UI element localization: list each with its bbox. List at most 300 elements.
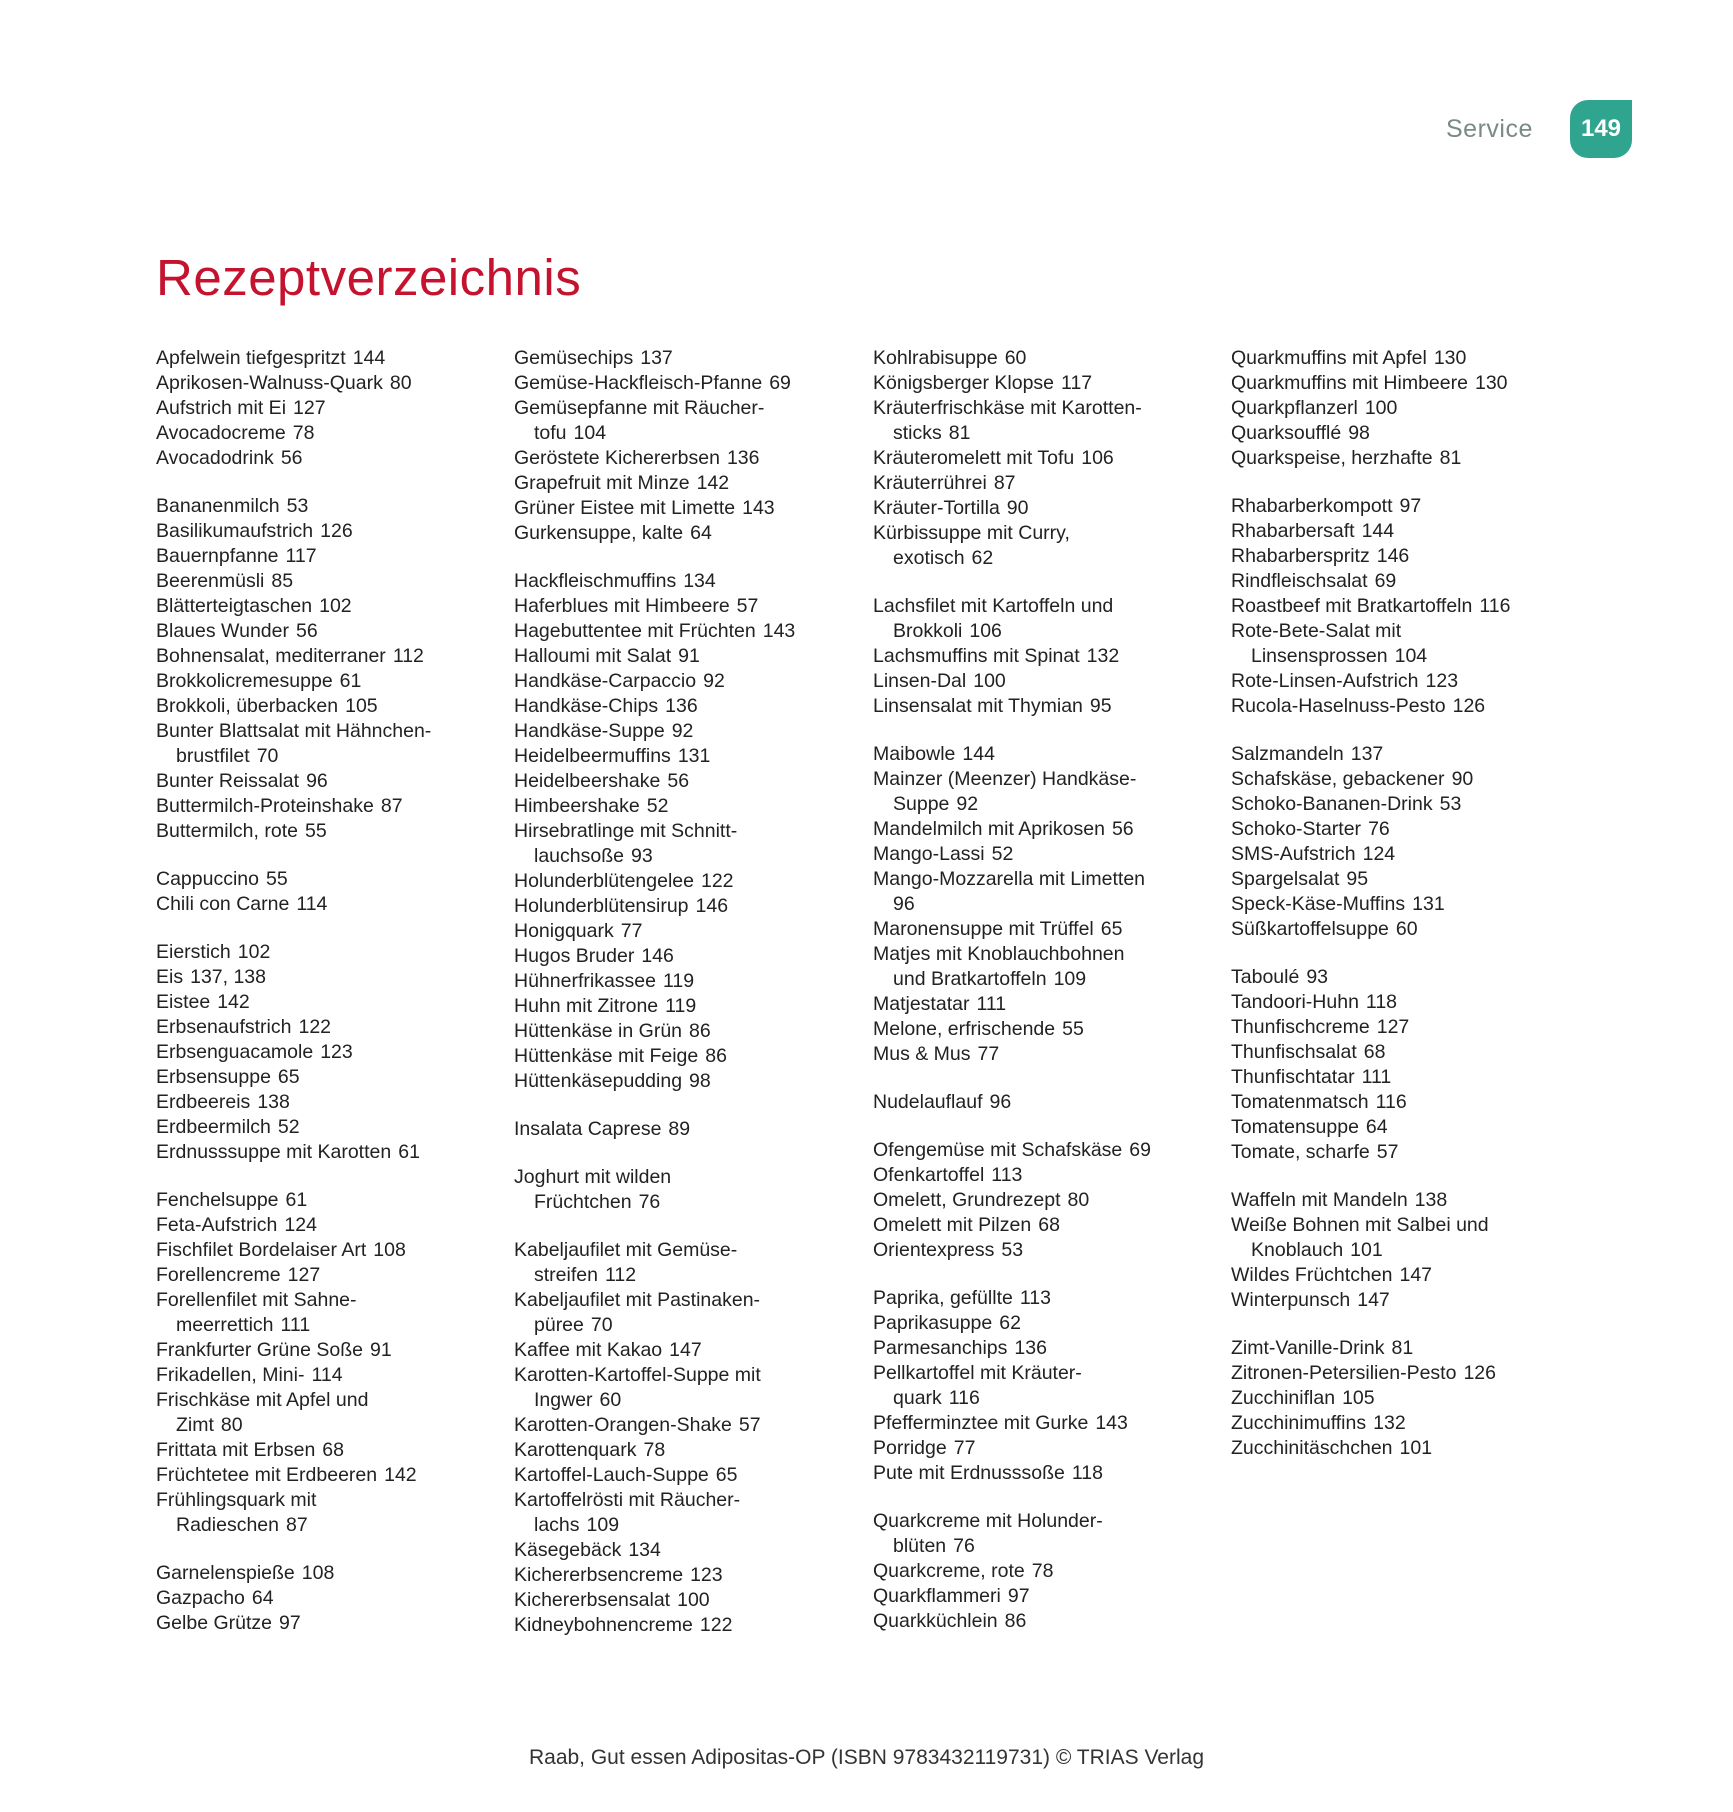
- recipe-name: Apfelwein tiefgespritzt: [156, 347, 346, 369]
- page-reference: 132: [1373, 1412, 1406, 1434]
- index-entry: [873, 1163, 1213, 1188]
- recipe-name: Erdbeermilch: [156, 1116, 271, 1138]
- index-letter-group: [514, 569, 854, 1094]
- recipe-name-continuation: Linsensprossen: [1251, 645, 1388, 667]
- index-letter-group: [514, 1165, 854, 1215]
- recipe-name: Frikadellen, Mini-: [156, 1364, 305, 1386]
- recipe-name: Kräuter-Tortilla: [873, 497, 1000, 519]
- recipe-name: Avocadodrink: [156, 447, 274, 469]
- index-entry: [156, 1015, 496, 1040]
- page-reference: 113: [1019, 1287, 1051, 1309]
- recipe-name: Melone, erfrischende: [873, 1018, 1056, 1040]
- recipe-name: Cappuccino: [156, 868, 259, 890]
- index-entry: [1231, 965, 1571, 990]
- index-entry: [156, 1238, 496, 1263]
- index-entry: [1231, 1040, 1571, 1065]
- index-entry: [156, 1463, 496, 1488]
- index-entry: [514, 644, 854, 669]
- recipe-name: Brokkolicremesuppe: [156, 670, 333, 692]
- page-reference: 78: [1031, 1560, 1054, 1582]
- page-reference: 76: [1368, 818, 1390, 840]
- page-reference: 142: [384, 1464, 417, 1486]
- page-reference: 111: [976, 993, 1007, 1015]
- recipe-name: Rucola-Haselnuss-Pesto: [1231, 695, 1446, 717]
- index-entry: [514, 694, 854, 719]
- recipe-name: Karotten-Orangen-Shake: [514, 1414, 732, 1436]
- recipe-name: Quarkspeise, herzhafte: [1231, 447, 1433, 469]
- recipe-name: Speck-Käse-Muffins: [1231, 893, 1406, 915]
- page-reference: 78: [292, 422, 315, 444]
- page-reference: 132: [1086, 645, 1120, 667]
- page-reference: 130: [1474, 372, 1508, 394]
- page-reference: 138: [257, 1091, 290, 1113]
- page-reference: 108: [301, 1562, 335, 1584]
- page-reference: 123: [690, 1564, 723, 1586]
- recipe-name: Kohlrabisuppe: [873, 347, 998, 369]
- recipe-name: Wildes Früchtchen: [1231, 1264, 1393, 1286]
- index-entry: [873, 742, 1213, 767]
- recipe-name: Rhabarberkompott: [1231, 495, 1393, 517]
- recipe-name: Quarkcreme, rote: [873, 1560, 1025, 1582]
- index-entry: [156, 867, 496, 892]
- recipe-name: Hüttenkäse mit Feige: [514, 1045, 699, 1067]
- recipe-name: Eis: [156, 966, 184, 988]
- index-entry: [156, 1561, 496, 1586]
- page-reference: 122: [700, 870, 734, 892]
- index-entry: [873, 669, 1213, 694]
- index-entry: [514, 669, 854, 694]
- page-reference: 55: [265, 868, 288, 890]
- index-letter-group: [1231, 1336, 1571, 1461]
- recipe-name: Pfefferminztee mit Gurke: [873, 1412, 1089, 1434]
- index-entry: [514, 719, 854, 744]
- page-reference: 100: [1364, 397, 1398, 419]
- recipe-name: Forellenfilet mit Sahne-: [156, 1289, 357, 1311]
- page-reference: 124: [284, 1214, 317, 1236]
- index-entry: [156, 990, 496, 1015]
- recipe-name: Parmesanchips: [873, 1337, 1008, 1359]
- recipe-name: Kürbissuppe mit Curry,: [873, 522, 1070, 544]
- page-reference: 93: [1306, 966, 1329, 988]
- recipe-name: Insalata Caprese: [514, 1118, 662, 1140]
- index-entry: [514, 1044, 854, 1069]
- index-entry: [1231, 594, 1571, 619]
- page-reference: 86: [689, 1020, 711, 1042]
- index-entry: [156, 619, 496, 644]
- index-entry: [514, 819, 854, 869]
- recipe-name: Mainzer (Meenzer) Handkäse-: [873, 768, 1137, 790]
- page-reference: 102: [237, 941, 271, 963]
- index-entry: [514, 769, 854, 794]
- page-reference: 136: [726, 447, 760, 469]
- recipe-name: Feta-Aufstrich: [156, 1214, 278, 1236]
- recipe-name: Holunderblütensirup: [514, 895, 689, 917]
- recipe-name: Handkäse-Chips: [514, 695, 659, 717]
- index-entry: [1231, 1436, 1571, 1461]
- page-reference: 97: [1399, 495, 1422, 517]
- page-reference: 52: [991, 843, 1014, 865]
- recipe-name: Waffeln mit Mandeln: [1231, 1189, 1408, 1211]
- page-reference: 69: [1129, 1139, 1151, 1161]
- index-entry: [873, 1311, 1213, 1336]
- recipe-name-continuation: Ingwer: [534, 1389, 593, 1411]
- recipe-name: Hackfleischmuffins: [514, 570, 677, 592]
- recipe-name: Heidelbeershake: [514, 770, 661, 792]
- recipe-name: Erdnusssuppe mit Karotten: [156, 1141, 392, 1163]
- page-reference: 96: [893, 893, 915, 915]
- index-entry: [156, 1115, 496, 1140]
- recipe-name: Porridge: [873, 1437, 947, 1459]
- page-reference: 118: [1071, 1462, 1103, 1484]
- index-entry: [1231, 817, 1571, 842]
- index-entry: [156, 719, 496, 769]
- recipe-name: Linsensalat mit Thymian: [873, 695, 1083, 717]
- page-reference: 95: [1089, 695, 1112, 717]
- recipe-name-continuation: lachs: [534, 1514, 580, 1536]
- page-reference: 122: [298, 1016, 332, 1038]
- index-entry: [1231, 917, 1571, 942]
- footer-copyright: Raab, Gut essen Adipositas-OP (ISBN 9783432119731) © TRIAS Verlag: [528, 1746, 1205, 1769]
- page-reference: 122: [699, 1614, 733, 1636]
- index-entry: [1231, 544, 1571, 569]
- page-reference: 127: [293, 397, 326, 419]
- index-entry: [873, 1138, 1213, 1163]
- page-title: Rezeptverzeichnis: [156, 249, 582, 306]
- recipe-name: Hugos Bruder: [514, 945, 635, 967]
- recipe-name: Hirsebratlinge mit Schnitt-: [514, 820, 738, 842]
- index-entry: [1231, 694, 1571, 719]
- recipe-name: Quarkküchlein: [873, 1610, 998, 1632]
- recipe-name-continuation: sticks: [893, 422, 942, 444]
- page-reference: 126: [1463, 1362, 1496, 1384]
- recipe-name: Mango-Mozzarella mit Limetten: [873, 868, 1146, 890]
- page-reference: 98: [1348, 422, 1370, 444]
- page-reference: 57: [738, 1414, 761, 1436]
- recipe-name: Geröstete Kichererbsen: [514, 447, 720, 469]
- index-entry: [1231, 892, 1571, 917]
- index-entry: [156, 1438, 496, 1463]
- page-reference: 56: [295, 620, 318, 642]
- page-reference: 105: [1342, 1387, 1375, 1409]
- index-entry: [873, 1213, 1213, 1238]
- index-entry: [873, 371, 1213, 396]
- recipe-name: Honigquark: [514, 920, 614, 942]
- page-reference: 126: [320, 520, 353, 542]
- recipe-name: Halloumi mit Salat: [514, 645, 672, 667]
- recipe-name: Buttermilch, rote: [156, 820, 298, 842]
- recipe-name: Zucchinimuffins: [1231, 1412, 1367, 1434]
- recipe-name: Kichererbsencreme: [514, 1564, 684, 1586]
- index-entry: [156, 819, 496, 844]
- index-entry: [1231, 1090, 1571, 1115]
- recipe-name: Aufstrich mit Ei: [156, 397, 287, 419]
- index-entry: [514, 1488, 854, 1538]
- page-reference: 127: [1376, 1016, 1410, 1038]
- index-entry: [156, 669, 496, 694]
- index-letter-group: [873, 1138, 1213, 1263]
- recipe-name: Hühnerfrikassee: [514, 970, 656, 992]
- recipe-name: Himbeershake: [514, 795, 640, 817]
- page-reference: 124: [1362, 843, 1396, 865]
- page-reference: 91: [678, 645, 700, 667]
- recipe-name: Erbsenaufstrich: [156, 1016, 292, 1038]
- page-reference: 111: [1361, 1066, 1392, 1088]
- recipe-name: Kidneybohnencreme: [514, 1614, 693, 1636]
- page-reference: 102: [319, 595, 352, 617]
- page-reference: 68: [322, 1439, 344, 1461]
- recipe-name: Buttermilch-Proteinshake: [156, 795, 374, 817]
- recipe-name-continuation: Radieschen: [176, 1514, 279, 1536]
- index-entry: [514, 1117, 854, 1142]
- recipe-name: Rhabarberspritz: [1231, 545, 1370, 567]
- page-reference: 65: [1100, 918, 1123, 940]
- recipe-name: Winterpunsch: [1231, 1289, 1351, 1311]
- page-reference: 76: [953, 1535, 975, 1557]
- page-reference: 144: [962, 743, 995, 765]
- recipe-name: Fenchelsuppe: [156, 1189, 279, 1211]
- page-reference: 68: [1363, 1041, 1386, 1063]
- index-letter-group: [873, 1286, 1213, 1486]
- index-entry: [514, 1438, 854, 1463]
- recipe-name: Bohnensalat, mediterraner: [156, 645, 386, 667]
- recipe-name-continuation: brustfilet: [176, 745, 250, 767]
- recipe-name: Thunfischtatar: [1231, 1066, 1355, 1088]
- index-letter-group: [1231, 494, 1571, 719]
- page-reference: 52: [646, 795, 669, 817]
- index-entry: [1231, 1188, 1571, 1213]
- page-reference: 80: [389, 372, 412, 394]
- recipe-name-continuation: Brokkoli: [893, 620, 963, 642]
- recipe-name: Gelbe Grütze: [156, 1612, 272, 1634]
- page-reference: 117: [285, 545, 317, 567]
- page-reference: 96: [306, 770, 328, 792]
- recipe-name: Brokkoli, überbacken: [156, 695, 339, 717]
- index-entry: [873, 1188, 1213, 1213]
- index-entry: [514, 346, 854, 371]
- recipe-name: Handkäse-Carpaccio: [514, 670, 697, 692]
- recipe-name: Gazpacho: [156, 1587, 245, 1609]
- recipe-name: Quarkcreme mit Holunder-: [873, 1510, 1103, 1532]
- recipe-name: Blaues Wunder: [156, 620, 289, 642]
- recipe-name: Matjestatar: [873, 993, 970, 1015]
- recipe-name: Handkäse-Suppe: [514, 720, 665, 742]
- recipe-name: Bauernpfanne: [156, 545, 279, 567]
- recipe-name-continuation: tofu: [534, 422, 567, 444]
- index-entry: [1231, 446, 1571, 471]
- page-reference: 146: [695, 895, 729, 917]
- index-entry: [514, 744, 854, 769]
- page-reference: 64: [1365, 1116, 1388, 1138]
- recipe-name: Joghurt mit wilden: [514, 1166, 672, 1188]
- recipe-name: Paprika, gefüllte: [873, 1287, 1013, 1309]
- index-entry: [1231, 1386, 1571, 1411]
- index-column-3: [873, 346, 1213, 1657]
- recipe-name: Chili con Carne: [156, 893, 290, 915]
- index-entry: [514, 446, 854, 471]
- index-entry: [1231, 742, 1571, 767]
- index-entry: [514, 496, 854, 521]
- index-entry: [1231, 494, 1571, 519]
- page-reference: 104: [1394, 645, 1428, 667]
- index-entry: [873, 1090, 1213, 1115]
- index-entry: [873, 521, 1213, 571]
- index-entry: [514, 1538, 854, 1563]
- index-entry: [873, 942, 1213, 992]
- page-reference: 112: [604, 1264, 637, 1286]
- page-reference: 62: [999, 1312, 1021, 1334]
- index-entry: [1231, 867, 1571, 892]
- page-reference: 68: [1038, 1214, 1060, 1236]
- recipe-name: Lachsfilet mit Kartoffeln und: [873, 595, 1114, 617]
- index-entry: [156, 1488, 496, 1538]
- recipe-name: Maronensuppe mit Trüffel: [873, 918, 1094, 940]
- index-entry: [873, 1238, 1213, 1263]
- index-entry: [156, 644, 496, 669]
- index-entry: [156, 1188, 496, 1213]
- page-reference: 55: [1062, 1018, 1084, 1040]
- recipe-name: Omelett mit Pilzen: [873, 1214, 1032, 1236]
- index-entry: [514, 994, 854, 1019]
- page-reference: 108: [373, 1239, 406, 1261]
- index-entry: [156, 1611, 496, 1636]
- index-entry: [873, 694, 1213, 719]
- index-entry: [873, 1461, 1213, 1486]
- recipe-name: Rote-Bete-Salat mit: [1231, 620, 1402, 642]
- index-entry: [156, 1213, 496, 1238]
- page-reference: 92: [703, 670, 725, 692]
- index-letter-group: [1231, 1188, 1571, 1313]
- page-reference: 138: [1414, 1189, 1448, 1211]
- index-entry: [514, 1288, 854, 1338]
- page-reference: 112: [392, 645, 424, 667]
- recipe-name: Tomatensuppe: [1231, 1116, 1359, 1138]
- index-entry: [1231, 1361, 1571, 1386]
- recipe-name: Bunter Reissalat: [156, 770, 300, 792]
- recipe-name: Kräuterrührei: [873, 472, 987, 494]
- page-reference: 61: [398, 1141, 420, 1163]
- page-reference: 97: [278, 1612, 301, 1634]
- index-entry: [156, 769, 496, 794]
- recipe-name: Holunderblütengelee: [514, 870, 694, 892]
- page-reference: 134: [628, 1539, 661, 1561]
- index-entry: [156, 1140, 496, 1165]
- index-entry: [514, 894, 854, 919]
- page-reference: 127: [287, 1264, 321, 1286]
- recipe-name: Grüner Eistee mit Limette: [514, 497, 736, 519]
- index-entry: [1231, 767, 1571, 792]
- recipe-name: Pute mit Erdnusssoße: [873, 1462, 1065, 1484]
- page-reference: 56: [1111, 818, 1134, 840]
- recipe-name: Quarkflammeri: [873, 1585, 1001, 1607]
- index-entry: [873, 471, 1213, 496]
- recipe-name-continuation: lauchsoße: [534, 845, 624, 867]
- index-column-1: [156, 346, 496, 1659]
- index-entry: [156, 892, 496, 917]
- index-letter-group: [873, 594, 1213, 719]
- recipe-name: Karotten-Kartoffel-Suppe mit: [514, 1364, 761, 1386]
- page-reference: 119: [665, 995, 697, 1017]
- page-reference: 80: [220, 1414, 243, 1436]
- page-reference: 100: [677, 1589, 710, 1611]
- index-entry: [156, 1040, 496, 1065]
- page-reference: 77: [977, 1043, 1000, 1065]
- index-entry: [873, 992, 1213, 1017]
- index-entry: [156, 965, 496, 990]
- index-column-2: [514, 346, 854, 1661]
- running-header-section: Service: [1446, 115, 1533, 143]
- page-reference: 80: [1067, 1189, 1090, 1211]
- index-entry: [873, 644, 1213, 669]
- page-reference: 53: [1001, 1239, 1024, 1261]
- index-entry: [514, 1338, 854, 1363]
- index-entry: [1231, 1336, 1571, 1361]
- recipe-name: Zitronen-Petersilien-Pesto: [1231, 1362, 1457, 1384]
- recipe-name: Mandelmilch mit Aprikosen: [873, 818, 1105, 840]
- page-reference: 109: [1053, 968, 1087, 990]
- recipe-name: Heidelbeermuffins: [514, 745, 671, 767]
- page-reference: 113: [991, 1164, 1023, 1186]
- index-entry: [156, 1363, 496, 1388]
- page-reference: 142: [217, 991, 250, 1013]
- recipe-name: Eistee: [156, 991, 211, 1013]
- page-reference: 114: [296, 893, 328, 915]
- page-reference: 53: [1439, 793, 1462, 815]
- index-entry: [1231, 1213, 1571, 1263]
- page-reference: 65: [715, 1464, 738, 1486]
- index-entry: [873, 817, 1213, 842]
- page-reference: 101: [1399, 1437, 1433, 1459]
- index-entry: [514, 1588, 854, 1613]
- index-entry: [156, 694, 496, 719]
- index-entry: [1231, 1288, 1571, 1313]
- index-entry: [1231, 421, 1571, 446]
- recipe-name: Königsberger Klopse: [873, 372, 1055, 394]
- index-entry: [1231, 669, 1571, 694]
- index-entry: [1231, 842, 1571, 867]
- page-reference: 97: [1007, 1585, 1030, 1607]
- recipe-name-continuation: Zimt: [176, 1414, 214, 1436]
- index-entry: [514, 371, 854, 396]
- recipe-name: Zimt-Vanille-Drink: [1231, 1337, 1385, 1359]
- index-entry: [873, 1411, 1213, 1436]
- recipe-name: Erdbeereis: [156, 1091, 251, 1113]
- recipe-name: Gemüsepfanne mit Räucher-: [514, 397, 765, 419]
- recipe-name: Eierstich: [156, 941, 231, 963]
- page-reference: 90: [1451, 768, 1474, 790]
- index-entry: [156, 346, 496, 371]
- index-entry: [156, 1388, 496, 1438]
- index-letter-group: [156, 494, 496, 844]
- page-reference: 86: [1004, 1610, 1027, 1632]
- recipe-name: Blätterteigtaschen: [156, 595, 313, 617]
- page-reference: 123: [320, 1041, 353, 1063]
- page-reference: 146: [641, 945, 674, 967]
- index-entry: [873, 1286, 1213, 1311]
- page-reference: 119: [662, 970, 695, 992]
- index-entry: [514, 1463, 854, 1488]
- index-entry: [514, 1019, 854, 1044]
- page-reference: 96: [989, 1091, 1012, 1113]
- recipe-name: Ofengemüse mit Schafskäse: [873, 1139, 1123, 1161]
- recipe-name: Hüttenkäsepudding: [514, 1070, 683, 1092]
- page-reference: 131: [677, 745, 711, 767]
- index-entry: [873, 767, 1213, 817]
- page-reference: 77: [620, 920, 643, 942]
- index-letter-group: [1231, 965, 1571, 1165]
- recipe-name: Hüttenkäse in Grün: [514, 1020, 683, 1042]
- recipe-name-continuation: und Bratkartoffeln: [893, 968, 1047, 990]
- index-letter-group: [156, 867, 496, 917]
